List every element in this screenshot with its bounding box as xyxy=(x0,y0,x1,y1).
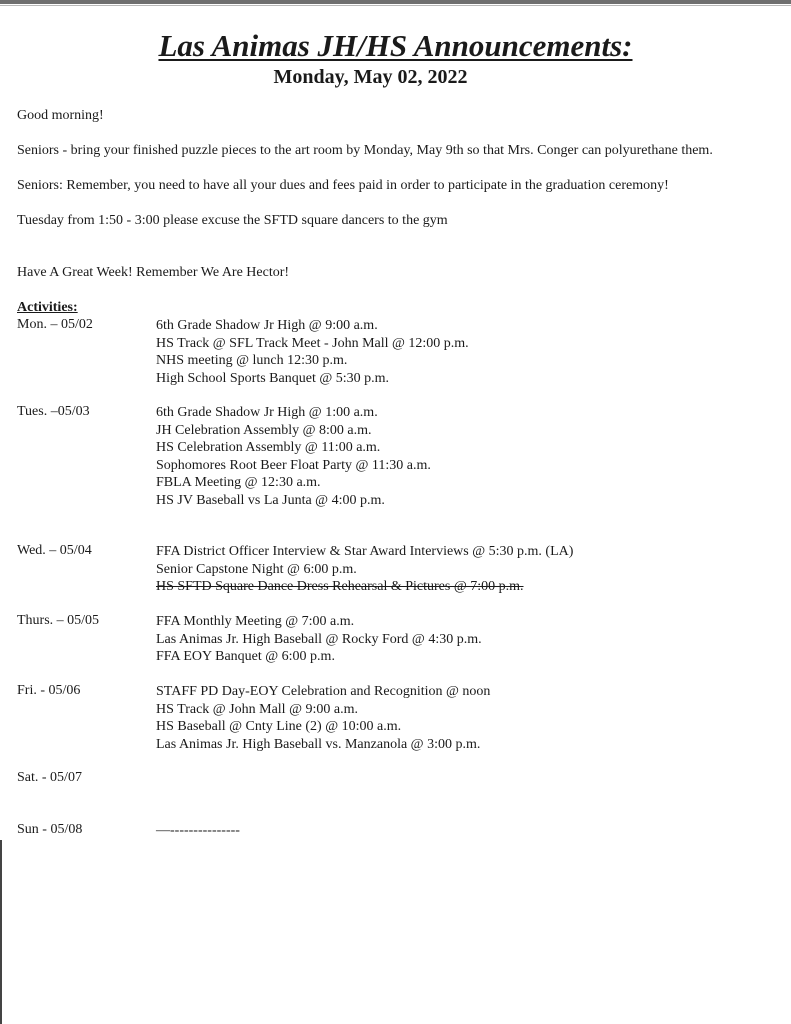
event-list-thursday xyxy=(156,613,482,666)
announcement-puzzle-pieces: Seniors - bring your finished puzzle pieces to the art room by Monday, May 9th so that Mrs. Conger can polyurethane them. xyxy=(17,143,713,158)
event-item: 6th Grade Shadow Jr High @ 9:00 a.m. xyxy=(156,318,378,333)
event-item: HS Celebration Assembly @ 11:00 a.m. xyxy=(156,440,381,456)
day-label-saturday: Sat. - 05/07 xyxy=(17,770,82,785)
top-border xyxy=(0,0,791,4)
day-label-monday: Mon. – 05/02 xyxy=(17,317,93,332)
event-item: Las Animas Jr. High Baseball @ Rocky Ford @ 4:30 p.m. xyxy=(156,631,482,647)
announcement-square-dancers: Tuesday from 1:50 - 3:00 please excuse the SFTD square dancers to the gym xyxy=(17,213,448,228)
activities-heading: Activities: xyxy=(17,300,78,315)
event-item: HS Baseball @ Cnty Line (2) @ 10:00 a.m. xyxy=(156,719,402,735)
event-item: Las Animas Jr. High Baseball vs. Manzanola @ 3:00 p.m. xyxy=(156,736,481,752)
event-item: FFA District Officer Interview & Star Award Interviews @ 5:30 p.m. (LA) xyxy=(156,544,574,559)
event-item: 6th Grade Shadow Jr High @ 1:00 a.m. xyxy=(156,405,378,420)
event-item: HS Track @ John Mall @ 9:00 a.m. xyxy=(156,701,358,717)
event-item: Senior Capstone Night @ 6:00 p.m. xyxy=(156,561,357,577)
day-label-friday: Fri. - 05/06 xyxy=(17,683,81,698)
event-item: NHS meeting @ lunch 12:30 p.m. xyxy=(156,353,348,369)
top-border-shadow xyxy=(0,5,791,6)
event-list-sunday xyxy=(156,822,240,840)
page-title: Las Animas JH/HS Announcements: xyxy=(158,28,633,63)
event-item: JH Celebration Assembly @ 8:00 a.m. xyxy=(156,422,372,438)
announcement-date: Monday, May 02, 2022 xyxy=(273,66,468,88)
left-edge-line xyxy=(0,840,2,1024)
event-list-friday xyxy=(156,683,490,753)
event-item: FBLA Meeting @ 12:30 a.m. xyxy=(156,475,321,491)
day-label-thursday: Thurs. – 05/05 xyxy=(17,613,100,628)
event-item: STAFF PD Day-EOY Celebration and Recognition @ noon xyxy=(156,684,491,699)
day-label-tuesday: Tues. –05/03 xyxy=(17,404,90,419)
event-list-monday xyxy=(156,317,469,387)
event-placeholder-dashes: —--------------- xyxy=(156,823,240,838)
event-item: HS Track @ SFL Track Meet - John Mall @ 12:00 p.m. xyxy=(156,335,469,351)
announcement-dues-fees: Seniors: Remember, you need to have all your dues and fees paid in order to participate in the graduation ceremony! xyxy=(17,178,669,193)
event-item: FFA Monthly Meeting @ 7:00 a.m. xyxy=(156,614,355,629)
announcement-closing: Have A Great Week! Remember We Are Hector! xyxy=(17,265,290,280)
event-item-cancelled: HS SFTD Square Dance Dress Rehearsal & Pictures @ 7:00 p.m. xyxy=(156,579,524,595)
announcement-greeting: Good morning! xyxy=(17,108,104,123)
event-item: FFA EOY Banquet @ 6:00 p.m. xyxy=(156,649,335,665)
day-label-wednesday: Wed. – 05/04 xyxy=(17,543,92,558)
event-item: Sophomores Root Beer Float Party @ 11:30 a.m. xyxy=(156,457,431,473)
day-label-sunday: Sun - 05/08 xyxy=(17,822,83,837)
event-item: High School Sports Banquet @ 5:30 p.m. xyxy=(156,370,390,386)
event-list-tuesday xyxy=(156,404,431,510)
event-list-wednesday xyxy=(156,543,573,596)
event-item: HS JV Baseball vs La Junta @ 4:00 p.m. xyxy=(156,492,385,508)
